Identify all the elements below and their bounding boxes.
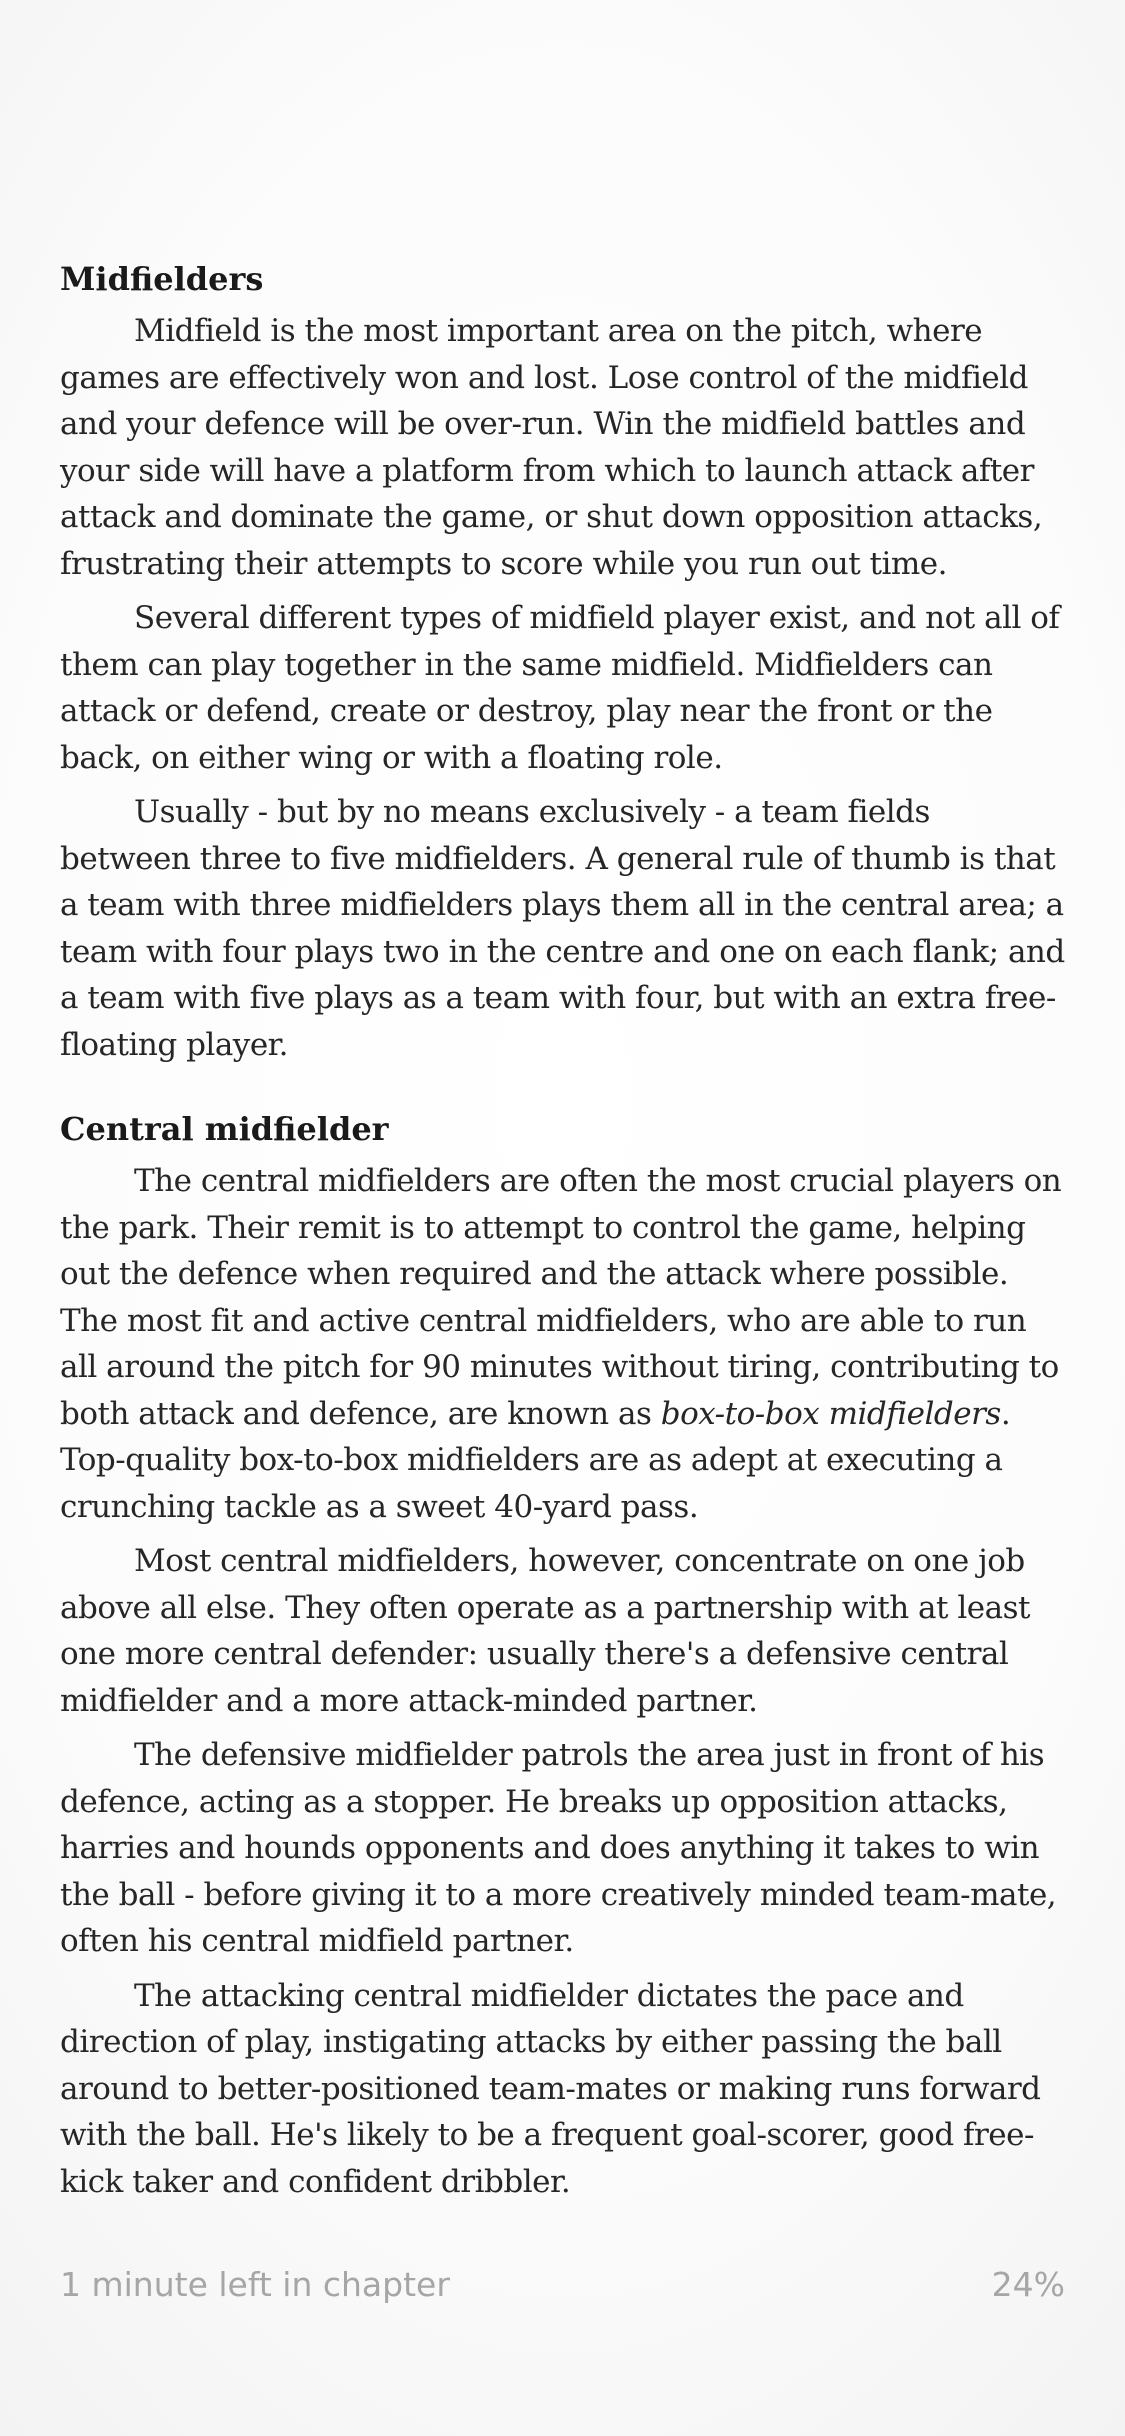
reading-progress-footer[interactable]	[60, 2262, 1065, 2306]
emphasis-text: box-to-box midfielders	[660, 1395, 1001, 1432]
paragraph: The defensive midfielder patrols the area just in front of his defence, acting as a stopper. He breaks up opposition attacks, harries and hounds opponents and does anything it takes to win the ball - before giving it to a more creatively minded team-mate, often his central midfield partner.	[60, 1737, 1057, 1959]
time-left-label: 1 minute left in chapter	[60, 2264, 450, 2304]
paragraph: Midfield is the most important area on the pitch, where games are effectively won and lost. Lose control of the midfield and your defence will be over-run. Win the midfield battles and your side will have a platform from which to launch attack after attack and dominate the game, or shut down opposition attacks, frustrating their attempts to score while you run out time.	[60, 313, 1043, 582]
section-heading-central-midfielder: Central midfielder	[60, 1110, 389, 1148]
progress-percent: 24%	[991, 2264, 1065, 2304]
section-heading-midfielders: Midfielders	[60, 260, 264, 298]
paragraph: Several different types of midfield player exist, and not all of them can play together in the same midfield. Midfielders can attack or defend, create or destroy, play near the front or the back, on either wing or with a floating role.	[60, 600, 1060, 776]
paragraph: The attacking central midfielder dictates the pace and direction of play, instigating attacks by either passing the ball around to better-positioned team-mates or making runs forward with the ball. He's likely to be a frequent goal-scorer, good free-kick taker and confident dribbler.	[60, 1977, 1041, 2200]
paragraph-text: The central midfielders are often the most crucial players on the park. Their remit is to attempt to control the game, helping out the defence when required and the attack where possible. The most fit and active central midfielders, who are able to run all around the pitch for 90 minutes without tiring, contributing to both attack and defence, are known as	[60, 1163, 1062, 1432]
paragraph-text: . Top-quality box-to-box midfielders are as adept at executing a crunching tackle as a sweet 40-yard pass.	[60, 1395, 1011, 1525]
paragraph: Usually - but by no means exclusively - a team fields between three to five midfielders. A general rule of thumb is that a team with three midfielders plays them all in the central area; a team with four plays two in the centre and one on each flank; and a team with five plays as a team with four, but with an extra free-floating player.	[60, 794, 1065, 1063]
reader-page[interactable]	[60, 258, 1065, 2213]
paragraph	[60, 1158, 1065, 1530]
paragraph: Most central midfielders, however, concentrate on one job above all else. They often operate as a partnership with at least one more central defender: usually there's a defensive central midfielder and a more attack-minded partner.	[60, 1543, 1030, 1719]
